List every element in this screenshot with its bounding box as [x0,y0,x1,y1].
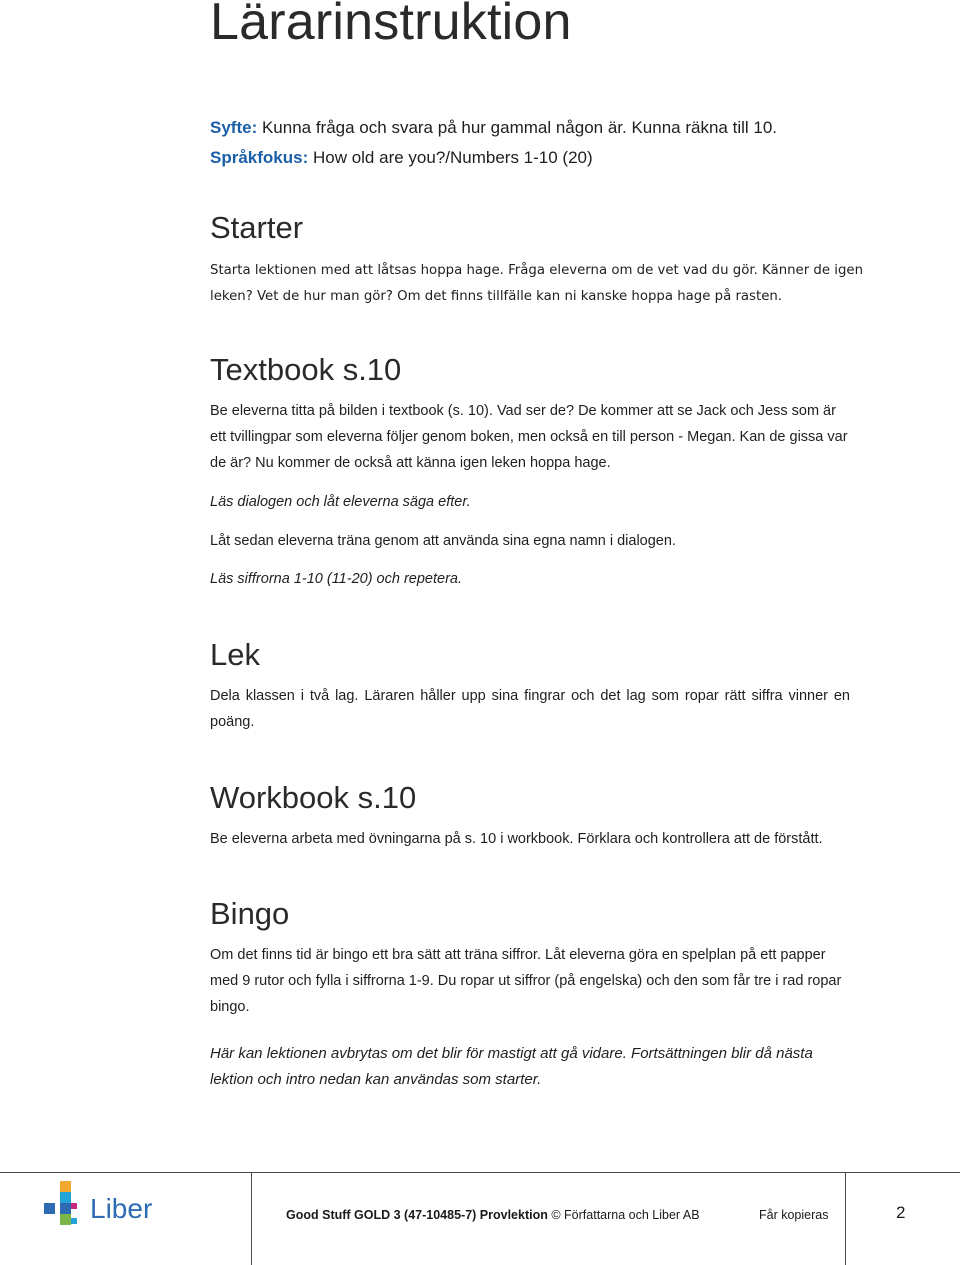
footer-divider [0,1172,960,1173]
language-focus-line [210,148,593,168]
purpose-line [210,118,777,138]
page-number: 2 [896,1203,906,1222]
copyright-symbol: © [551,1208,561,1222]
page-title: Lärarinstruktion [210,0,572,51]
liber-logo-icon [44,1181,80,1229]
footer-copyright: Författarna och Liber AB [564,1208,700,1222]
section-heading-textbook: Textbook s.10 [210,352,402,387]
textbook-instruction-numbers: Läs siffrorna 1-10 (11-20) och repetera. [210,571,463,587]
purpose-label: Syfte: [210,118,258,137]
section-heading-starter: Starter [210,210,304,245]
workbook-paragraph: Be eleverna arbeta med övningarna på s. 10 i workbook. Förklara och kontrollera att de förstått. [210,831,823,847]
footer-column-divider [845,1172,846,1265]
section-heading-bingo: Bingo [210,896,290,931]
bingo-paragraph: Om det finns tid är bingo ett bra sätt att träna siffror. Låt eleverna göra en spelplan på ett papper med 9 rutor och fylla i siffrorna 1-9. Du ropar ut siffror (på engelska) och den som får tre i rad ropar bingo. [210,947,842,1015]
textbook-paragraph: Be eleverna titta på bilden i textbook (s. 10). Vad ser de? De kommer att se Jack och Jess som är ett tvillingpar som eleverna följer genom boken, men också en till person - Megan. Kan de gissa var de är? Nu kommer de också att känna igen leken hoppa hage. [210,403,848,471]
starter-line-1: Starta lektionen med att låtsas hoppa hage. Fråga eleverna om de vet vad du gör. Känner de igen [210,263,864,278]
footer-book-info [286,1208,700,1222]
footer-rights: Får kopieras [759,1208,829,1222]
purpose-text: Kunna fråga och svara på hur gammal någon är. Kunna räkna till 10. [257,118,778,137]
section-heading-lek: Lek [210,637,260,672]
section-heading-workbook: Workbook s.10 [210,780,417,815]
language-focus-label: Språkfokus: [210,148,309,167]
footer-column-divider [251,1172,252,1265]
textbook-instruction-dialog: Läs dialogen och låt eleverna säga efter. [210,494,471,510]
language-focus-text: How old are you?/Numbers 1-10 (20) [308,148,593,167]
textbook-instruction-names: Låt sedan eleverna träna genom att använda sina egna namn i dialogen. [210,533,676,549]
starter-line-2: leken? Vet de hur man gör? Om det finns tillfälle kan ni kanske hoppa hage på rasten. [210,289,783,304]
lek-paragraph: Dela klassen i två lag. Läraren håller upp sina fingrar och det lag som ropar rätt siffra vinner en poäng. [210,688,850,730]
bingo-note: Här kan lektionen avbrytas om det blir för mastigt att gå vidare. Fortsättningen blir då nästa lektion och intro nedan kan användas som starter. [210,1045,813,1088]
footer-book-title: Good Stuff GOLD 3 (47-10485-7) Provlektion [286,1208,548,1222]
liber-logo-text: Liber [90,1193,153,1224]
